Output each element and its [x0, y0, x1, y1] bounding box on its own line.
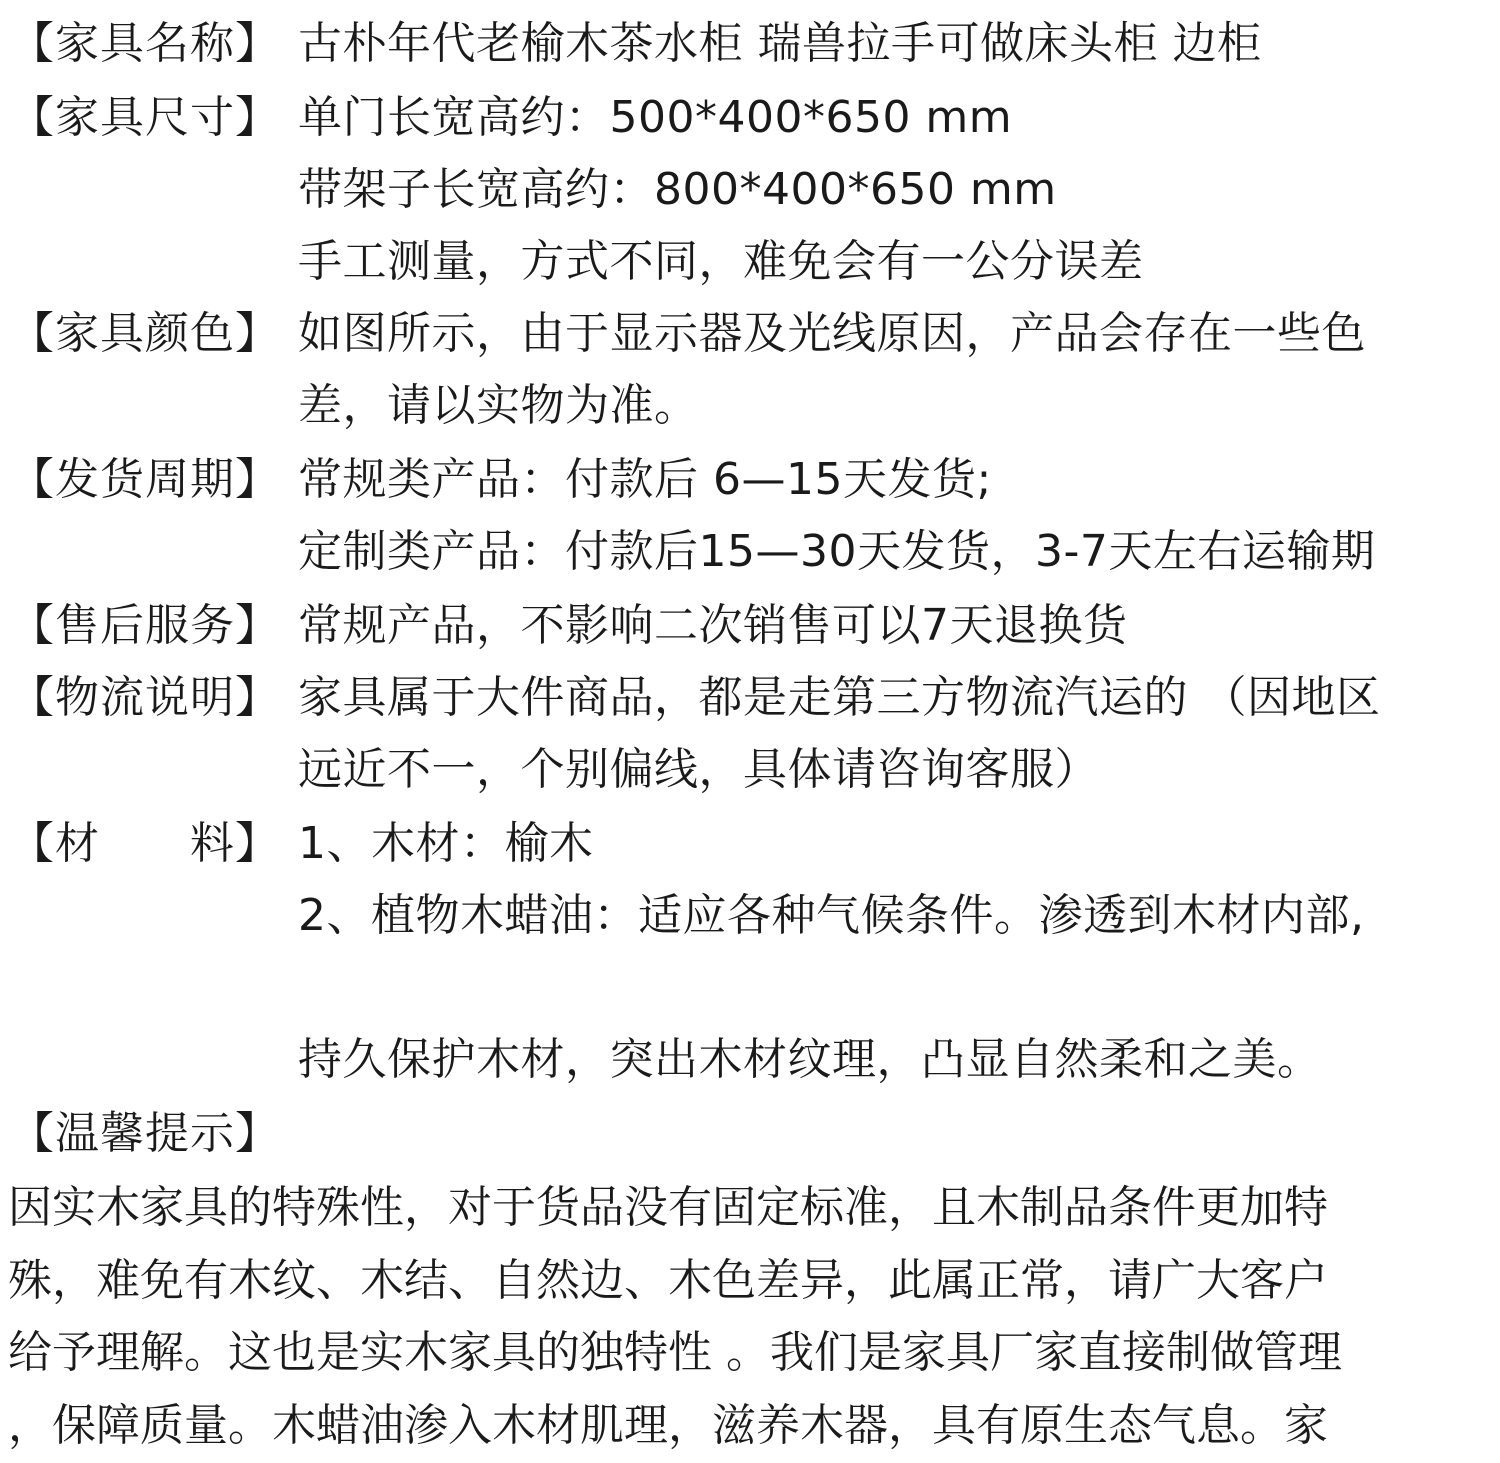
spec-value: 如图所示，由于显示器及光线原因，产品会存在一些色: [298, 308, 1366, 359]
spec-value: 家具属于大件商品，都是走第三方物流汽运的 （因地区: [298, 672, 1381, 723]
spec-value: 定制类产品：付款后15—30天发货，3-7天左右运输期: [298, 526, 1376, 577]
spec-value: 带架子长宽高约：800*400*650 mm: [298, 164, 1057, 215]
spec-value: 1、木材：榆木: [298, 818, 594, 869]
spec-value: 差，请以实物为准。: [298, 380, 699, 431]
notice-line: ，保障质量。木蜡油渗入木材肌理，滋养木器，具有原生态气息。家: [8, 1399, 1328, 1451]
notice-line: 殊，难免有木纹、木结、自然边、木色差异，此属正常，请广大客户: [8, 1254, 1328, 1306]
spec-label: 【发货周期】: [10, 454, 280, 505]
spec-value: 古朴年代老榆木茶水柜 瑞兽拉手可做床头柜 边柜: [298, 18, 1262, 69]
spec-value: 远近不一，个别偏线，具体请咨询客服）: [298, 744, 1099, 795]
spec-value: 常规产品，不影响二次销售可以7天退换货: [298, 600, 1128, 651]
spec-value: 单门长宽高约：500*400*650 mm: [298, 92, 1013, 143]
spec-label: 【家具颜色】: [10, 308, 280, 359]
spec-value: 2、植物木蜡油：适应各种气候条件。渗透到木材内部,: [298, 890, 1365, 941]
spec-label: 【温馨提示】: [10, 1108, 280, 1159]
spec-label: 【家具名称】: [10, 18, 280, 69]
spec-label: 【售后服务】: [10, 600, 280, 651]
spec-label: 【物流说明】: [10, 672, 280, 723]
spec-value: 常规类产品：付款后 6—15天发货;: [298, 454, 992, 505]
notice-paragraph: [8, 1172, 1488, 1462]
spec-value: 手工测量，方式不同，难免会有一公分误差: [298, 236, 1144, 287]
spec-value: 持久保护木材，突出木材纹理，凸显自然柔和之美。: [298, 1034, 1322, 1085]
notice-line: 给予理解。这也是实木家具的独特性 。我们是家具厂家直接制做管理: [8, 1327, 1342, 1378]
notice-line: 因实木家具的特殊性，对于货品没有固定标准，且木制品条件更加特: [8, 1182, 1328, 1233]
spec-label: 【材 料】: [10, 818, 280, 869]
spec-label: 【家具尺寸】: [10, 92, 280, 143]
